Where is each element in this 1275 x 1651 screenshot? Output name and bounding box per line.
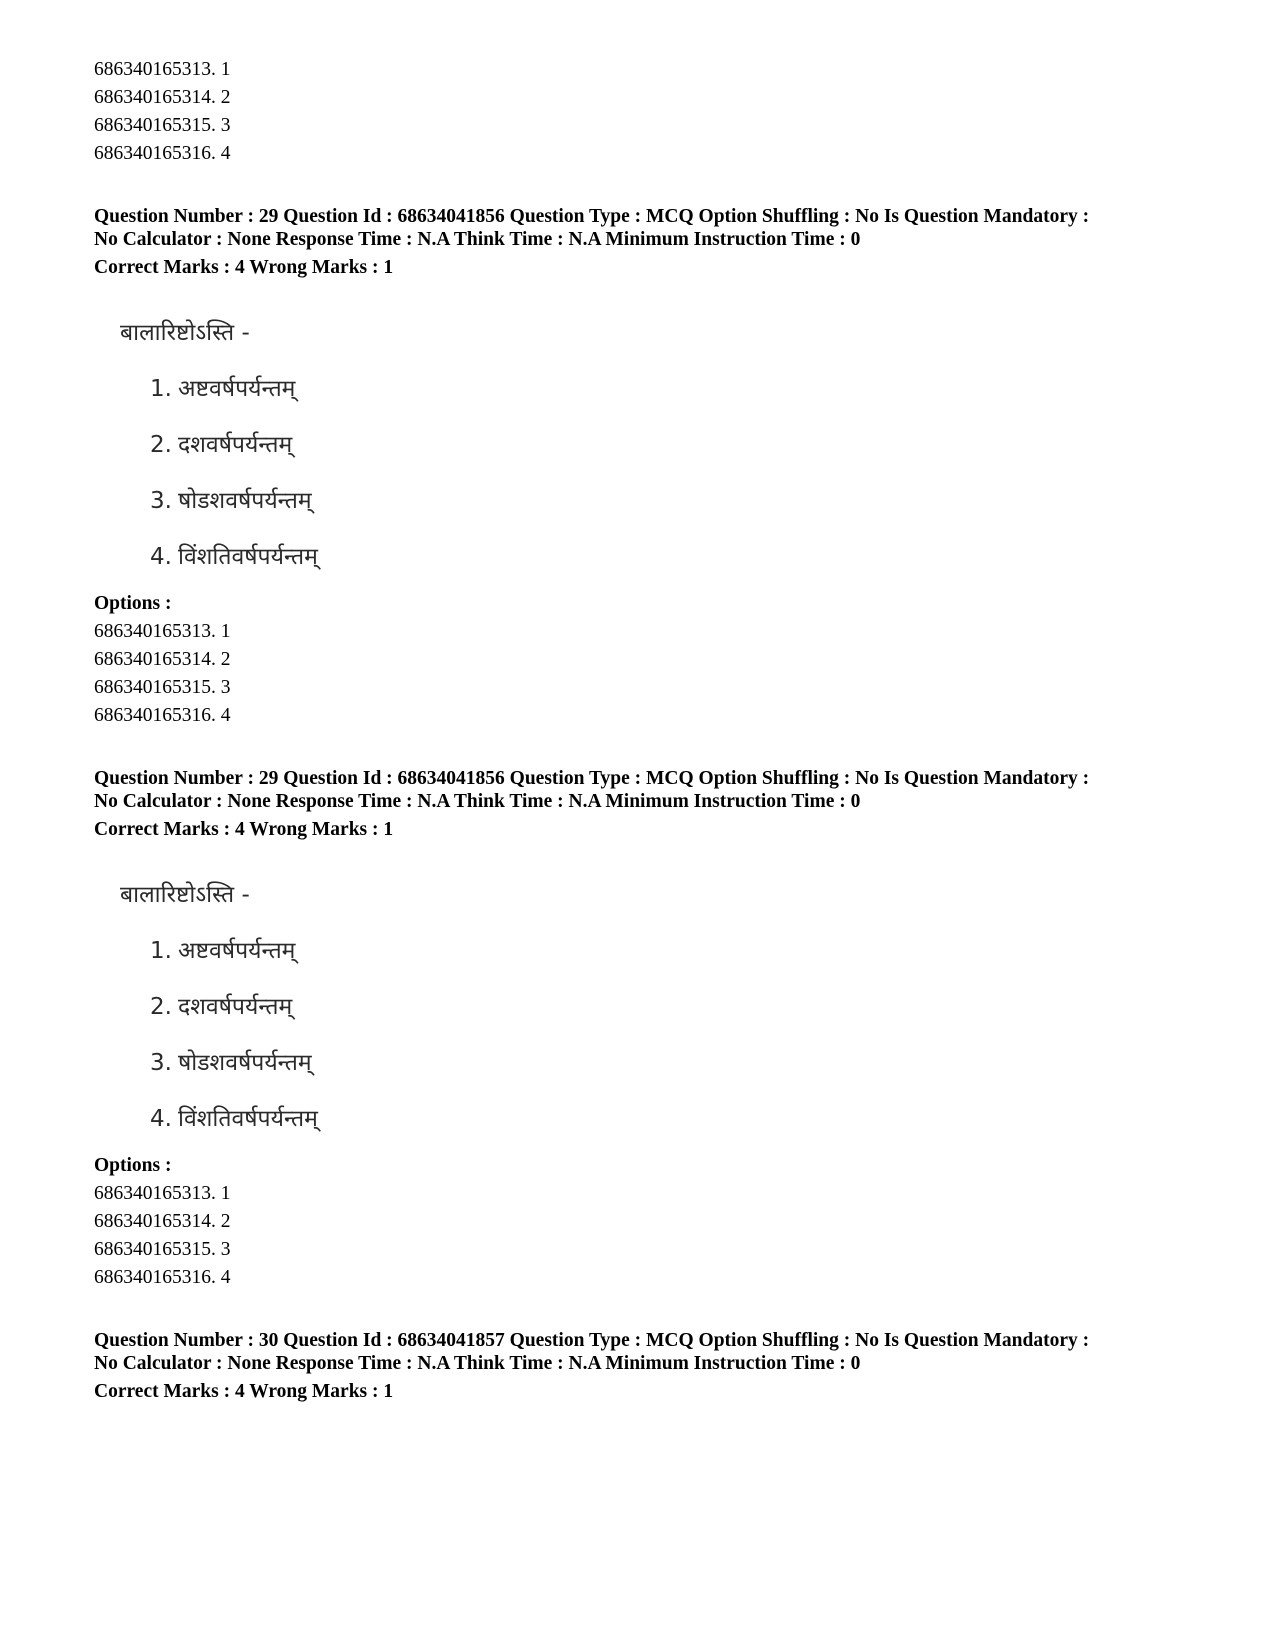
choice-number: 3. [150, 488, 172, 514]
choice-number: 2. [150, 994, 172, 1020]
choice-number: 1. [150, 376, 172, 402]
option-line: 686340165313. 1 [94, 1183, 231, 1204]
choice-number: 4. [150, 1106, 172, 1132]
option-line: 686340165315. 3 [94, 1239, 231, 1260]
choice-item [150, 374, 295, 404]
option-line: 686340165315. 3 [94, 677, 231, 698]
question-header-line2: No Calculator : None Response Time : N.A Think Time : N.A Minimum Instruction Time : 0 [94, 1353, 861, 1374]
option-line: 686340165314. 2 [94, 87, 231, 108]
question-header-line2: No Calculator : None Response Time : N.A Think Time : N.A Minimum Instruction Time : 0 [94, 791, 861, 812]
question-header-line2: No Calculator : None Response Time : N.A Think Time : N.A Minimum Instruction Time : 0 [94, 229, 861, 250]
choice-text: विंशतिवर्षपर्यन्तम् [178, 1106, 318, 1132]
question-text: बालारिष्टोऽस्ति - [120, 882, 250, 908]
option-line: 686340165314. 2 [94, 649, 231, 670]
option-line: 686340165314. 2 [94, 1211, 231, 1232]
choice-text: अष्टवर्षपर्यन्तम् [178, 938, 296, 964]
choice-number: 3. [150, 1050, 172, 1076]
choice-item [150, 992, 292, 1022]
question-header-line1: Question Number : 29 Question Id : 68634041856 Question Type : MCQ Option Shuffling : No Is Question Mandatory : [94, 768, 1090, 789]
question-marks: Correct Marks : 4 Wrong Marks : 1 [94, 1381, 394, 1402]
choice-text: विंशतिवर्षपर्यन्तम् [178, 544, 318, 570]
option-line: 686340165313. 1 [94, 59, 231, 80]
question-header-line1: Question Number : 29 Question Id : 68634041856 Question Type : MCQ Option Shuffling : No Is Question Mandatory : [94, 206, 1090, 227]
choice-item [150, 486, 312, 516]
choice-item [150, 1048, 312, 1078]
choice-number: 4. [150, 544, 172, 570]
choice-item [150, 1104, 318, 1134]
choice-text: षोडशवर्षपर्यन्तम् [178, 1050, 312, 1076]
options-label: Options : [94, 1155, 172, 1176]
option-line: 686340165313. 1 [94, 621, 231, 642]
choice-number: 1. [150, 938, 172, 964]
question-marks: Correct Marks : 4 Wrong Marks : 1 [94, 819, 394, 840]
choice-text: अष्टवर्षपर्यन्तम् [178, 376, 296, 402]
question-marks: Correct Marks : 4 Wrong Marks : 1 [94, 257, 394, 278]
option-line: 686340165316. 4 [94, 1267, 231, 1288]
choice-text: दशवर्षपर्यन्तम् [178, 432, 293, 458]
option-line: 686340165315. 3 [94, 115, 231, 136]
options-label: Options : [94, 593, 172, 614]
choice-item [150, 936, 295, 966]
question-header-line1: Question Number : 30 Question Id : 68634041857 Question Type : MCQ Option Shuffling : No Is Question Mandatory : [94, 1330, 1090, 1351]
choice-item [150, 430, 292, 460]
option-line: 686340165316. 4 [94, 143, 231, 164]
choice-text: षोडशवर्षपर्यन्तम् [178, 488, 312, 514]
choice-item [150, 542, 318, 572]
choice-text: दशवर्षपर्यन्तम् [178, 994, 293, 1020]
option-line: 686340165316. 4 [94, 705, 231, 726]
choice-number: 2. [150, 432, 172, 458]
question-text: बालारिष्टोऽस्ति - [120, 320, 250, 346]
